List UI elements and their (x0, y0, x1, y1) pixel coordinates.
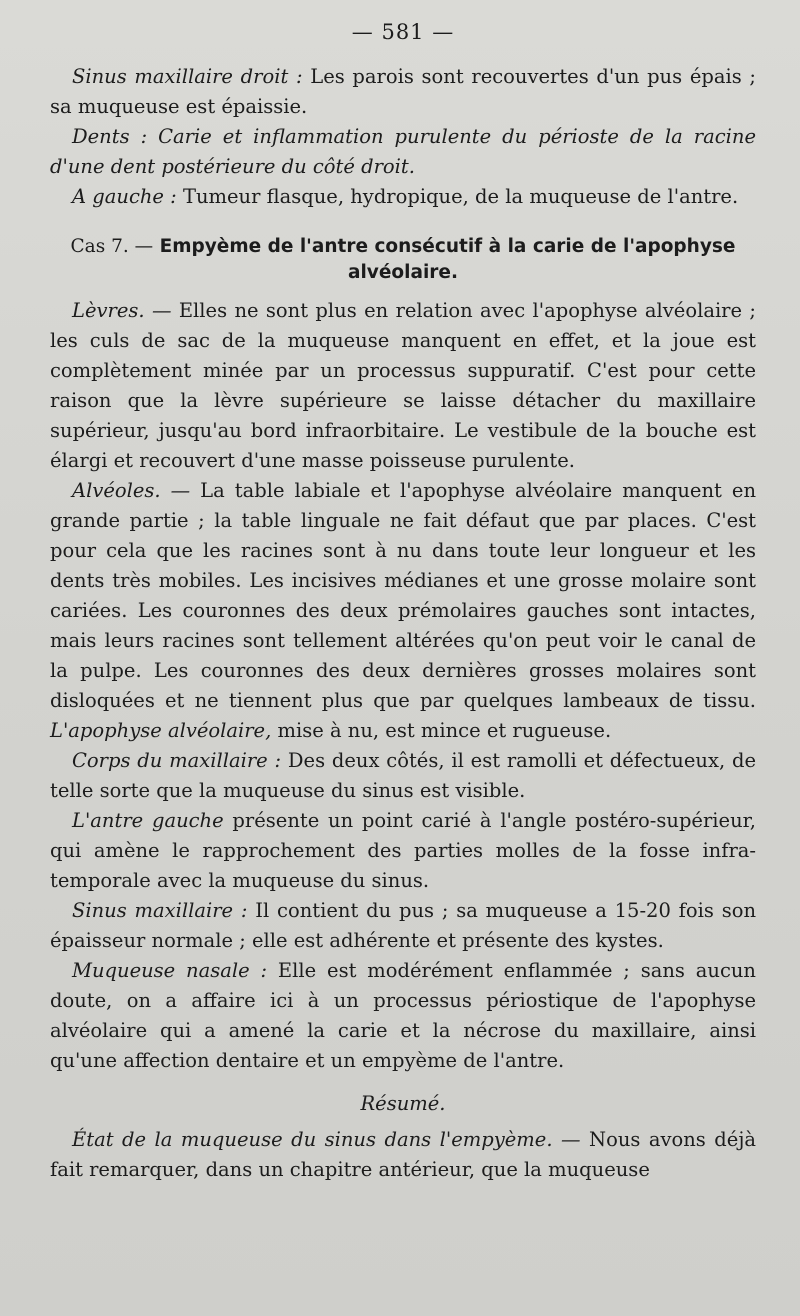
paragraph-label: L'antre gauche (72, 809, 224, 832)
paragraph-levres (50, 296, 756, 476)
paragraph-sinus-droit (50, 62, 756, 122)
paragraph-label: Lèvres. — (72, 299, 172, 322)
case-heading (50, 234, 756, 286)
paragraph-text: Nous avons déjà fait remarquer, dans un chapitre antérieur, que la muqueuse (50, 1128, 756, 1181)
paragraph-text: Elles ne sont plus en relation avec l'apophyse alvéolaire ; les culs de sac de la muqueuse manquent en effet, et la joue est complètement minée par un processus suppuratif. C'est pour cette raison que la lèvre supérieure se laisse détacher du maxillaire supérieur, jusqu'au bord infraorbitaire. Le vestibule de la bouche est élargi et recouvert d'une masse poisseuse purulente. (50, 299, 756, 472)
paragraph-label: Alvéoles. — (72, 479, 191, 502)
paragraph-text-continued: mise à nu, est mince et rugueuse. (271, 719, 612, 742)
paragraph-text: Les parois sont recouvertes d'un pus épais ; sa muqueuse est épaissie. (50, 65, 756, 118)
paragraph-label: A gauche : (72, 185, 177, 208)
paragraph-label: Dents : Carie et inflammation purulente du périoste de la racine d'une dent postérieure du côté droit. (50, 125, 756, 178)
paragraph-label: Sinus maxillaire : (72, 899, 248, 922)
paragraph-a-gauche (50, 182, 756, 212)
paragraph-muqueuse-nasale (50, 956, 756, 1076)
paragraph-text: Tumeur flasque, hydropique, de la muqueuse de l'antre. (176, 185, 739, 208)
paragraph-label: Corps du maxillaire : (72, 749, 282, 772)
paragraph-summary (50, 1125, 756, 1185)
paragraph-text: Des deux côtés, il est ramolli et défectueux, de telle sorte que la muqueuse du sinus est visible. (50, 749, 756, 802)
paragraph-corps-maxillaire (50, 746, 756, 806)
paragraph-text: Il contient du pus ; sa muqueuse a 15-20 fois son épaisseur normale ; elle est adhérente et présente des kystes. (50, 899, 757, 952)
paragraph-dents (50, 122, 756, 182)
paragraph-label: Muqueuse nasale : (72, 959, 268, 982)
paragraph-antre-gauche (50, 806, 756, 896)
page-number: — 581 — (351, 20, 455, 44)
paragraph-text: présente un point carié à l'angle postéro-supérieur, qui amène le rapprochement des parties molles de la fosse infra-temporale avec la muqueuse du sinus. (50, 809, 757, 892)
paragraph-label: État de la muqueuse du sinus dans l'empyème. — (72, 1128, 581, 1151)
paragraph-text: La table labiale et l'apophyse alvéolaire manquent en grande partie ; la table linguale ne fait défaut que par places. C'est pour cela que les racines sont à nu dans toute leur longueur et les dents très mobiles. Les incisives médianes et une grosse molaire sont cariées. Les couronnes des deux prémolaires gauches sont intactes, mais leurs racines sont tellement altérées qu'on peut voir le canal de la pulpe. Les couronnes des deux dernières grosses molaires sont disloquées et ne tiennent plus que par quelques lambeaux de tissu. (50, 479, 756, 712)
case-label: Cas 7. — (70, 236, 154, 257)
paragraph-inline-label: L'apophyse alvéolaire, (50, 719, 272, 742)
paragraph-alveoles (50, 476, 756, 746)
paragraph-label: Sinus maxillaire droit : (72, 65, 303, 88)
summary-heading: Résumé. (360, 1092, 446, 1115)
paragraph-text: Elle est modérément enflammée ; sans aucun doute, on a affaire ici à un processus périostique de l'apophyse alvéolaire qui a amené la carie et la nécrose du maxillaire, ainsi qu'une affection dentaire et un empyème de l'antre. (50, 959, 756, 1072)
case-title: Empyème de l'antre consécutif à la carie de l'apophyse alvéolaire. (159, 236, 736, 283)
paragraph-sinus-maxillaire (50, 896, 756, 956)
